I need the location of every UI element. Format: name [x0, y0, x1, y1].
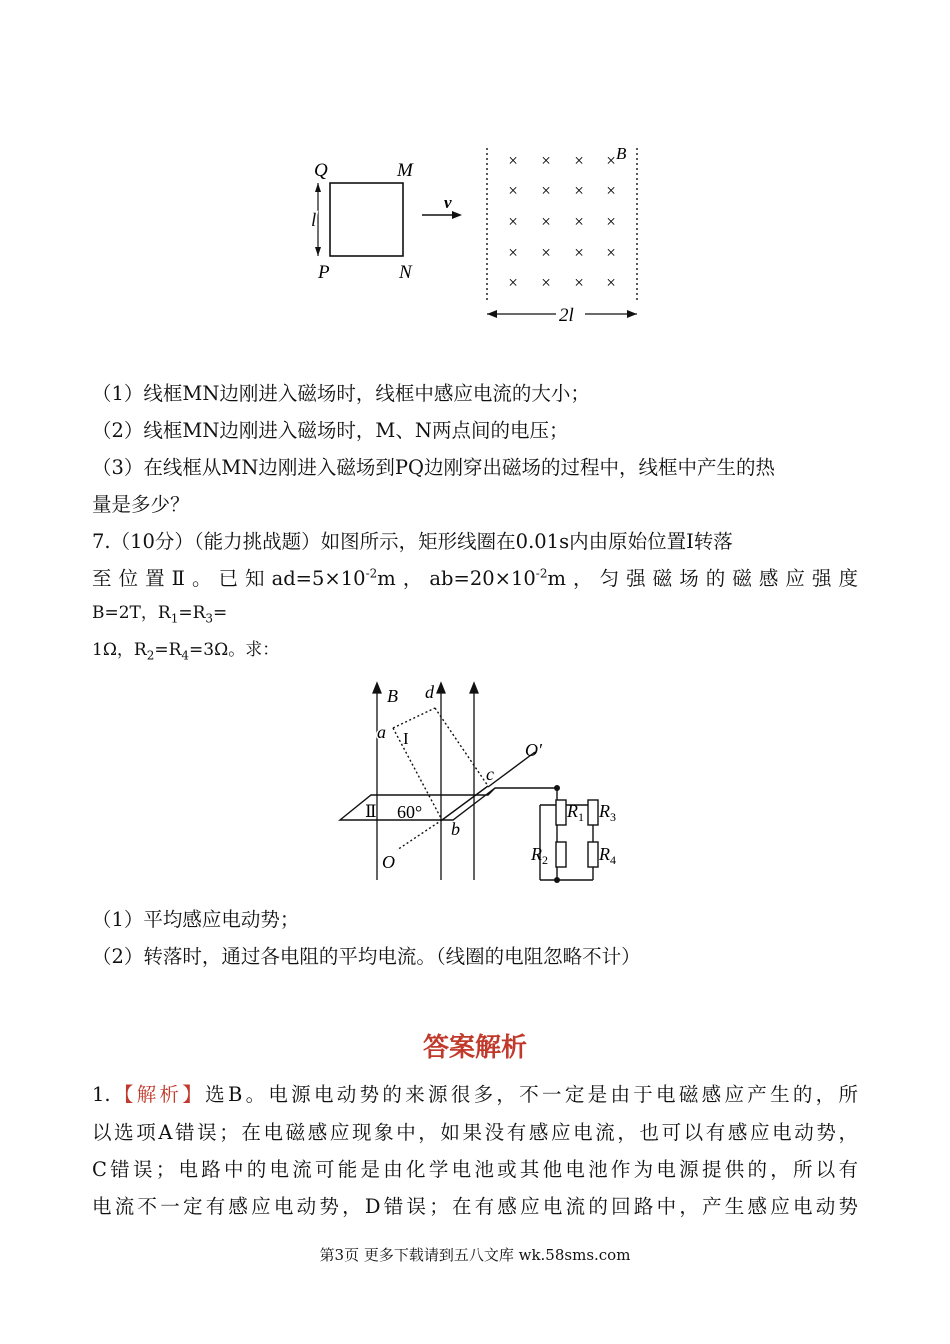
field-cross-2-3: × — [606, 212, 616, 231]
question6-part3-cont: 量是多少？ — [92, 493, 190, 516]
field-cross-3-1: × — [541, 243, 551, 262]
field-cross-2-0: × — [508, 212, 518, 231]
answer1-line4: 电流不一定有感应电动势，D错误；在有感应电流的回路中，产生感应电动势 — [92, 1195, 858, 1218]
field-cross-1-0: × — [508, 181, 518, 200]
field-cross-2-1: × — [541, 212, 551, 231]
field-cross-4-2: × — [574, 273, 584, 292]
label-II: Ⅱ — [365, 802, 377, 821]
field-cross-0-2: × — [574, 151, 584, 170]
label-angle: 60° — [397, 802, 423, 822]
label-a: a — [377, 722, 386, 742]
field-cross-1-3: × — [606, 181, 616, 200]
answer1-line1: 1.【解析】选B。电源电动势的来源很多，不一定是由于电磁感应产生的，所 — [92, 1083, 858, 1106]
label-2l: 2l — [559, 305, 574, 326]
label-c: c — [486, 764, 494, 784]
label-B: B — [387, 686, 398, 706]
field-cross-4-0: × — [508, 273, 518, 292]
label-Q: Q — [314, 160, 328, 181]
figure-square-loop-field — [300, 140, 650, 335]
question7-line2: 至位置Ⅱ。已知$ad=5\times 10^{-2}m$，$ab=20\times 10^{-2}m$，匀强磁场的磁感应强度 — [92, 566, 858, 590]
field-cross-0-3: × — [606, 151, 616, 170]
label-v: v — [444, 193, 452, 212]
field-cross-0-0: × — [508, 151, 518, 170]
figure-rotating-coil-circuit — [335, 680, 635, 885]
field-cross-3-2: × — [574, 243, 584, 262]
label-l: l — [311, 210, 317, 231]
resistor-R3 — [588, 800, 598, 825]
page-footer: 第3页 更多下载请到五八文库 wk.58sms.com — [319, 1246, 631, 1264]
label-b: b — [451, 819, 460, 839]
resistor-R1 — [556, 800, 566, 825]
label-R4: $R_4$ — [599, 844, 616, 867]
question7-line4: 1Ω，$R_2=R_4=3\Omega$。求： — [92, 640, 280, 663]
resistor-R4 — [588, 842, 598, 867]
label-R3: $R_3$ — [599, 801, 616, 824]
question6-part1: （1）线框MN边刚进入磁场时，线框中感应电流的大小； — [92, 382, 590, 405]
question7-line3: B=2T，$R_1=R_3=$ — [92, 603, 228, 626]
question7-part2: （2）转落时，通过各电阻的平均电流。（线圈的电阻忽略不计） — [92, 945, 641, 968]
field-cross-0-1: × — [541, 151, 551, 170]
answer-heading: 答案解析 — [422, 1033, 527, 1063]
field-cross-3-3: × — [606, 243, 616, 262]
label-O: O — [382, 852, 395, 872]
label-R2: $R_2$ — [531, 844, 548, 867]
answer1-line3: C错误；电路中的电流可能是由化学电池或其他电池作为电源提供的，所以有 — [92, 1158, 858, 1181]
label-Oprime: O′ — [525, 740, 542, 760]
magnetic-field-crosses — [508, 151, 616, 292]
answer1-line2: 以选项A错误；在电磁感应现象中，如果没有感应电流，也可以有感应电动势， — [92, 1121, 858, 1144]
field-cross-4-1: × — [541, 273, 551, 292]
question7-line1: 7.（10分）（能力挑战题）如图所示，矩形线圈在0.01s内由原始位置Ⅰ转落 — [92, 530, 733, 553]
question7-part1: （1）平均感应电动势； — [92, 908, 300, 931]
field-cross-3-0: × — [508, 243, 518, 262]
label-R1: $R_1$ — [567, 801, 584, 824]
label-I: I — [403, 729, 409, 748]
field-cross-1-1: × — [541, 181, 551, 200]
question6-part2: （2）线框MN边刚进入磁场时，M、N两点间的电压； — [92, 419, 569, 442]
field-cross-1-2: × — [574, 181, 584, 200]
question6-part3: （3）在线框从MN边刚进入磁场到PQ边刚穿出磁场的过程中，线框中产生的热 — [92, 456, 776, 479]
field-cross-2-2: × — [574, 212, 584, 231]
square-loop — [330, 183, 403, 256]
label-B: B — [616, 144, 627, 163]
field-cross-4-3: × — [606, 273, 616, 292]
resistor-R2 — [556, 842, 566, 867]
label-d: d — [425, 682, 434, 702]
label-M: M — [397, 160, 413, 181]
label-N: N — [399, 262, 412, 283]
label-P: P — [318, 262, 330, 283]
